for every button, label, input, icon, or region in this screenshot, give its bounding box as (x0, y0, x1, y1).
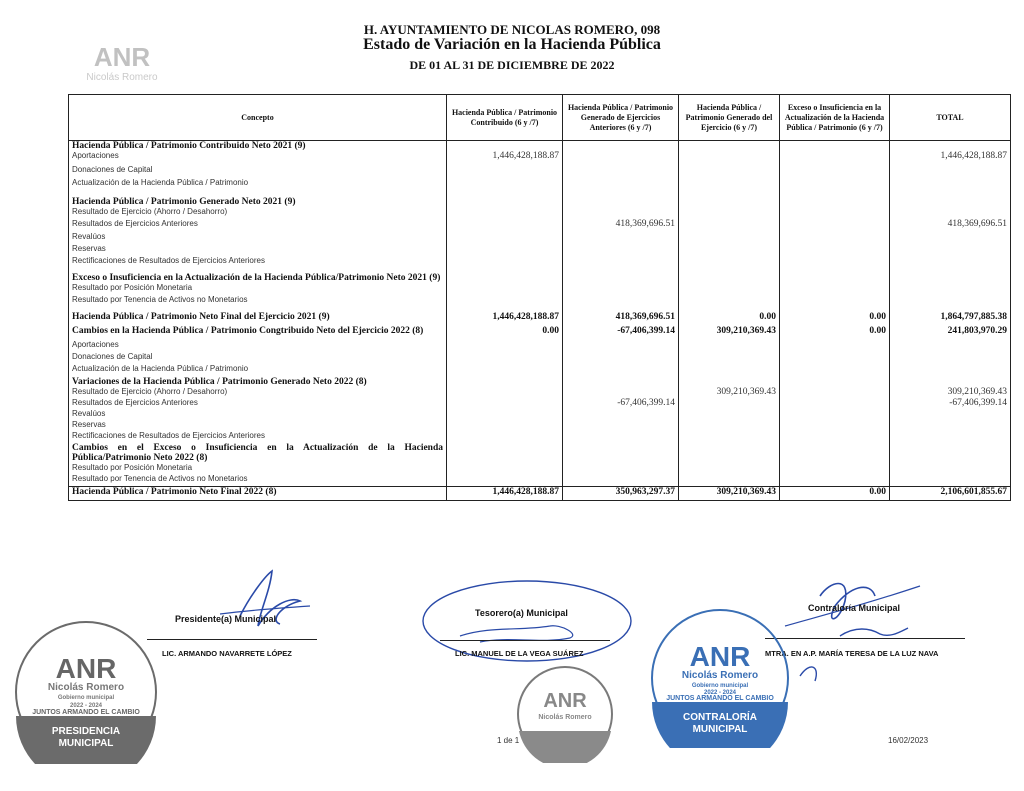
row-label: Hacienda Pública / Patrimonio Neto Final del Ejercicio 2021 (9) (69, 312, 447, 326)
presidente-signature (210, 566, 320, 636)
municipal-logo (74, 38, 170, 90)
table-row (69, 387, 1011, 398)
table-row (69, 256, 1011, 273)
table-row (69, 207, 1011, 219)
tesoreria-seal (516, 665, 614, 763)
table-row (69, 420, 1011, 431)
table-row (69, 443, 1011, 463)
row-label: Resultado por Tenencia de Activos no Monetarios (69, 474, 447, 486)
seal-mark: ANR (543, 690, 587, 712)
row-label: Aportaciones (69, 340, 447, 352)
contralor-signature (780, 566, 930, 696)
seal-office-1: CONTRALORÍA (683, 712, 757, 723)
row-label: Rectificaciones de Resultados de Ejercicios Anteriores (69, 431, 447, 443)
cell-value: 0.00 (447, 326, 563, 340)
tesorero-name: LIC. MANUEL DE LA VEGA SUÁREZ (455, 649, 584, 658)
seal-office-1: PRESIDENCIA (51, 726, 121, 737)
table-row (69, 409, 1011, 420)
table-row (69, 364, 1011, 377)
table-row (69, 340, 1011, 352)
row-label: Hacienda Pública / Patrimonio Contribuido Neto 2021 (9) (69, 141, 447, 152)
cell-value: 350,963,297.37 (563, 486, 679, 500)
col-generado-anteriores: Hacienda Pública / Patrimonio Generado de Ejercicios Anteriores (6 y /7) (563, 95, 679, 141)
cell-value: 1,446,428,188.87 (447, 312, 563, 326)
row-label: Donaciones de Capital (69, 352, 447, 364)
cell-value: 309,210,369.43 (679, 486, 780, 500)
cell-total: 309,210,369.43 (890, 387, 1011, 398)
table-row (69, 326, 1011, 340)
table-row (69, 141, 1011, 152)
report-title: Estado de Variación en la Hacienda Pública (363, 36, 661, 53)
presidente-name: LIC. ARMANDO NAVARRETE LÓPEZ (162, 649, 292, 658)
row-label: Resultado por Tenencia de Activos no Monetarios (69, 295, 447, 312)
row-label: Resultado por Posición Monetaria (69, 283, 447, 295)
table-row (69, 283, 1011, 295)
col-concepto: Concepto (69, 95, 447, 141)
row-label: Resultados de Ejercicios Anteriores (69, 219, 447, 232)
row-label: Actualización de la Hacienda Pública / Patrimonio (69, 178, 447, 197)
tesorero-title: Tesorero(a) Municipal (475, 608, 568, 618)
row-label: Cambios en el Exceso o Insuficiencia en la Actualización de la Hacienda Pública/Patrimonio Neto 2022 (8) (69, 443, 447, 463)
seal-name: Nicolás Romero (47, 682, 125, 693)
col-total: TOTAL (890, 95, 1011, 141)
row-label: Reservas (69, 420, 447, 431)
contralor-title: Contraloría Municipal (808, 603, 901, 613)
cell-value: 1,446,428,188.87 (447, 486, 563, 500)
table-row (69, 273, 1011, 283)
seal-name: Nicolás Romero (681, 670, 759, 681)
table-row (69, 312, 1011, 326)
col-exceso: Exceso o Insuficiencia en la Actualización de la Hacienda Pública / Patrimonio (6 y /7) (780, 95, 890, 141)
seal-name: Nicolás Romero (538, 714, 592, 721)
cell-value: -67,406,399.14 (563, 398, 679, 409)
row-label: Cambios en la Hacienda Pública / Patrimonio Congtribuido Neto del Ejercicio 2022 (8) (69, 326, 447, 340)
logo-name: Nicolás Romero (86, 72, 158, 83)
row-label: Rectificaciones de Resultados de Ejercicios Anteriores (69, 256, 447, 273)
row-label: Reservas (69, 244, 447, 256)
table-row (69, 244, 1011, 256)
row-label: Hacienda Pública / Patrimonio Generado Neto 2021 (9) (69, 197, 447, 207)
cell-value: 309,210,369.43 (679, 326, 780, 340)
seal-office-2: MUNICIPAL (692, 724, 748, 735)
cell-value: 0.00 (679, 312, 780, 326)
table-row (69, 219, 1011, 232)
logo-mark: ANR (93, 42, 151, 72)
entity-name: H. AYUNTAMIENTO DE NICOLAS ROMERO, 098 (363, 22, 661, 37)
seal-mark: ANR (55, 653, 117, 684)
cell-value: 0.00 (780, 326, 890, 340)
row-label: Revalúos (69, 232, 447, 244)
cell-value: 1,446,428,188.87 (447, 151, 563, 165)
seal-mark: ANR (689, 641, 751, 672)
row-label: Variaciones de la Hacienda Pública / Patrimonio Generado Neto 2022 (8) (69, 377, 447, 387)
row-label: Revalúos (69, 409, 447, 420)
row-label: Resultado de Ejercicio (Ahorro / Desahorro) (69, 387, 447, 398)
table-row (69, 232, 1011, 244)
cell-total: -67,406,399.14 (890, 398, 1011, 409)
table-row (69, 352, 1011, 364)
seal-sub: Gobierno municipal (691, 683, 749, 689)
table-row (69, 474, 1011, 486)
table-row (69, 151, 1011, 165)
seal-motto: JUNTOS ARMANDO EL CAMBIO (666, 695, 774, 702)
table-header-row (69, 95, 1011, 141)
report-period: DE 01 AL 31 DE DICIEMBRE DE 2022 (409, 58, 615, 72)
seal-office-2: MUNICIPAL (58, 738, 114, 749)
table-row (69, 165, 1011, 178)
cell-total: 241,803,970.29 (890, 326, 1011, 340)
contralor-line (765, 638, 965, 639)
variation-table (68, 94, 1011, 501)
cell-total: 2,106,601,855.67 (890, 486, 1011, 500)
table-row (69, 295, 1011, 312)
col-generado-ejercicio: Hacienda Pública / Patrimonio Generado del Ejercicio (6 y /7) (679, 95, 780, 141)
cell-value: -67,406,399.14 (563, 326, 679, 340)
table-row (69, 463, 1011, 474)
col-contribuido: Hacienda Pública / Patrimonio Contribuido (6 y /7) (447, 95, 563, 141)
contraloria-seal (650, 608, 790, 748)
table-row (69, 178, 1011, 197)
row-label: Resultado por Posición Monetaria (69, 463, 447, 474)
seal-years: 2022 - 2024 (703, 690, 737, 696)
cell-total: 418,369,696.51 (890, 219, 1011, 232)
tesorero-line (440, 640, 610, 641)
table-row-final (69, 486, 1011, 500)
table-row (69, 398, 1011, 409)
cell-value: 418,369,696.51 (563, 312, 679, 326)
row-label: Actualización de la Hacienda Pública / Patrimonio (69, 364, 447, 377)
row-label: Aportaciones (69, 151, 447, 165)
cell-value: 0.00 (780, 312, 890, 326)
contralor-name: MTRA. EN A.P. MARÍA TERESA DE LA LUZ NAVA (765, 649, 939, 658)
table-row (69, 377, 1011, 387)
cell-value: 0.00 (780, 486, 890, 500)
cell-total: 1,446,428,188.87 (890, 151, 1011, 165)
row-label: Resultado de Ejercicio (Ahorro / Desahorro) (69, 207, 447, 219)
presidente-line (147, 639, 317, 640)
cell-total: 1,864,797,885.38 (890, 312, 1011, 326)
seal-sub: Gobierno municipal (57, 695, 115, 701)
presidencia-seal (14, 620, 158, 764)
presidente-title: Presidente(a) Municipal (175, 614, 277, 624)
cell-value: 418,369,696.51 (563, 219, 679, 232)
seal-years: 2022 - 2024 (69, 703, 103, 709)
row-label: Exceso o Insuficiencia en la Actualización de la Hacienda Pública/Patrimonio Neto 2021 (9) (69, 273, 447, 283)
table-row (69, 431, 1011, 443)
row-label: Resultados de Ejercicios Anteriores (69, 398, 447, 409)
table-row (69, 197, 1011, 207)
seal-motto: JUNTOS ARMANDO EL CAMBIO (32, 709, 140, 716)
row-label: Donaciones de Capital (69, 165, 447, 178)
page-number: 1 de 1 (497, 736, 520, 745)
row-label: Hacienda Pública / Patrimonio Neto Final 2022 (8) (69, 486, 447, 500)
cell-value: 309,210,369.43 (679, 387, 780, 398)
report-date: 16/02/2023 (888, 736, 929, 745)
